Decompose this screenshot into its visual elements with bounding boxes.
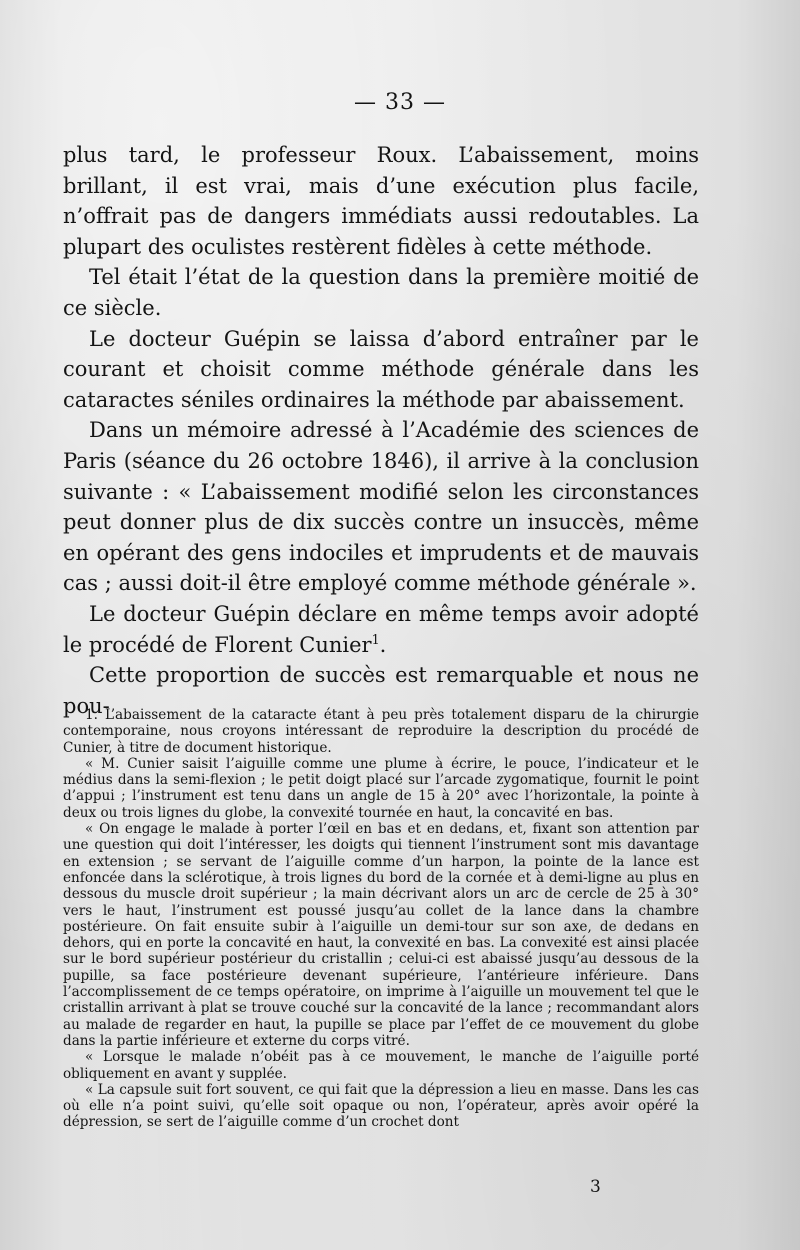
footnotes xyxy=(63,707,699,1131)
footnote-1: 1. L’abaissement de la cataracte étant à peu près totalement disparu de la chirurgie contemporaine, nous croyons intéressant de reproduire la description du procédé de Cunier, à titre de document historique. xyxy=(63,707,699,756)
footnote-quote-1: « M. Cunier saisit l’aiguille comme une plume à écrire, le pouce, l’indicateur et le médius dans la semi-flexion ; le petit doigt placé sur l’arcade zygomatique, fournit le point d’appui ; l’instrument est tenu dans un angle de 15 à 20° avec l’horizontale, la pointe à deux ou trois lignes du globe, la convexité tournée en haut, la concavité en bas. xyxy=(63,755,699,821)
paragraph-5-text: Le docteur Guépin déclare en même temps avoir adopté le procédé de Florent Cunier xyxy=(63,601,699,657)
paragraph-5: Le docteur Guépin déclare en même temps avoir adopté le procédé de Florent Cunier$^1$. xyxy=(63,601,699,657)
paragraph-3: Le docteur Guépin se laissa d’abord entraîner par le courant et choisit comme méthode générale dans les cataractes séniles ordinaires la méthode par abaissement. xyxy=(63,326,699,412)
footnote-quote-4: « La capsule suit fort souvent, ce qui fait que la dépression a lieu en masse. Dans les cas où elle n’a point suivi, qu’elle soit opaque ou non, l’opérateur, après avoir opéré la dépression, se sert de l’aiguille comme d’un crochet dont xyxy=(63,1081,699,1131)
page-number: — 33 — xyxy=(354,90,446,115)
main-text xyxy=(63,140,699,721)
paragraph-4: Dans un mémoire adressé à l’Académie des sciences de Paris (séance du 26 octobre 1846), il arrive à la conclusion suivante : « L’abaissement modifié selon les circonstances peut donner plus de dix succès contre un insuccès, même en opérant des gens indociles et imprudents et de mauvais cas ; aussi doit-il être employé comme méthode générale ». xyxy=(63,418,699,596)
footnote-reference: 1 xyxy=(371,631,380,647)
paragraph-1: plus tard, le professeur Roux. L’abaissement, moins brillant, il est vrai, mais d’une exécution plus facile, n’offrait pas de dangers immédiats aussi redoutables. La plupart des oculistes restèrent fidèles à cette méthode. xyxy=(63,143,699,259)
footnote-quote-2: « On engage le malade à porter l’œil en bas et en dedans, et, fixant son attention par une question qui doit l’intéresser, les doigts qui tiennent l’instrument sont mis davantage en extension ; se servant de l’aiguille comme d’un harpon, la pointe de la lance est enfoncée dans la sclérotique, à trois lignes du bord de la cornée et à demi-ligne au plus en dessous du muscle droit supérieur ; la main décrivant alors un arc de cercle de 25 à 30° vers le haut, l’instrument est poussé jusqu’au collet de la lance dans la chambre postérieure. On fait ensuite subir à l’aiguille un demi-tour sur son axe, de dedans en dehors, qui en porte la concavité en haut, la convexité en bas. La convexité est ainsi placée sur le bord supérieur postérieur du cristallin ; celui-ci est abaissé jusqu’au dessous de la pupille, sa face postérieure devenant supérieure, l’antérieure inférieure. Dans l’accomplissement de ce temps opératoire, on imprime à l’aiguille un mouvement tel que le cristallin arrivant à plat se trouve couché sur la concavité de la lance ; recommandant alors au malade de regarder en haut, la pupille se place par l’effet de ce mouvement du globe dans la partie inférieure et externe du corps vitré. xyxy=(63,821,699,1049)
paragraph-6: Cette proportion de succès est remarquable et nous ne pou- xyxy=(63,663,699,718)
footnote-quote-3: « Lorsque le malade n’obéit pas à ce mouvement, le manche de l’aiguille porté obliquement en avant y supplée. xyxy=(63,1049,699,1082)
paragraph-2: Tel était l’état de la question dans la première moitié de ce siècle. xyxy=(63,265,699,320)
printer-signature-mark: 3 xyxy=(590,1177,601,1197)
